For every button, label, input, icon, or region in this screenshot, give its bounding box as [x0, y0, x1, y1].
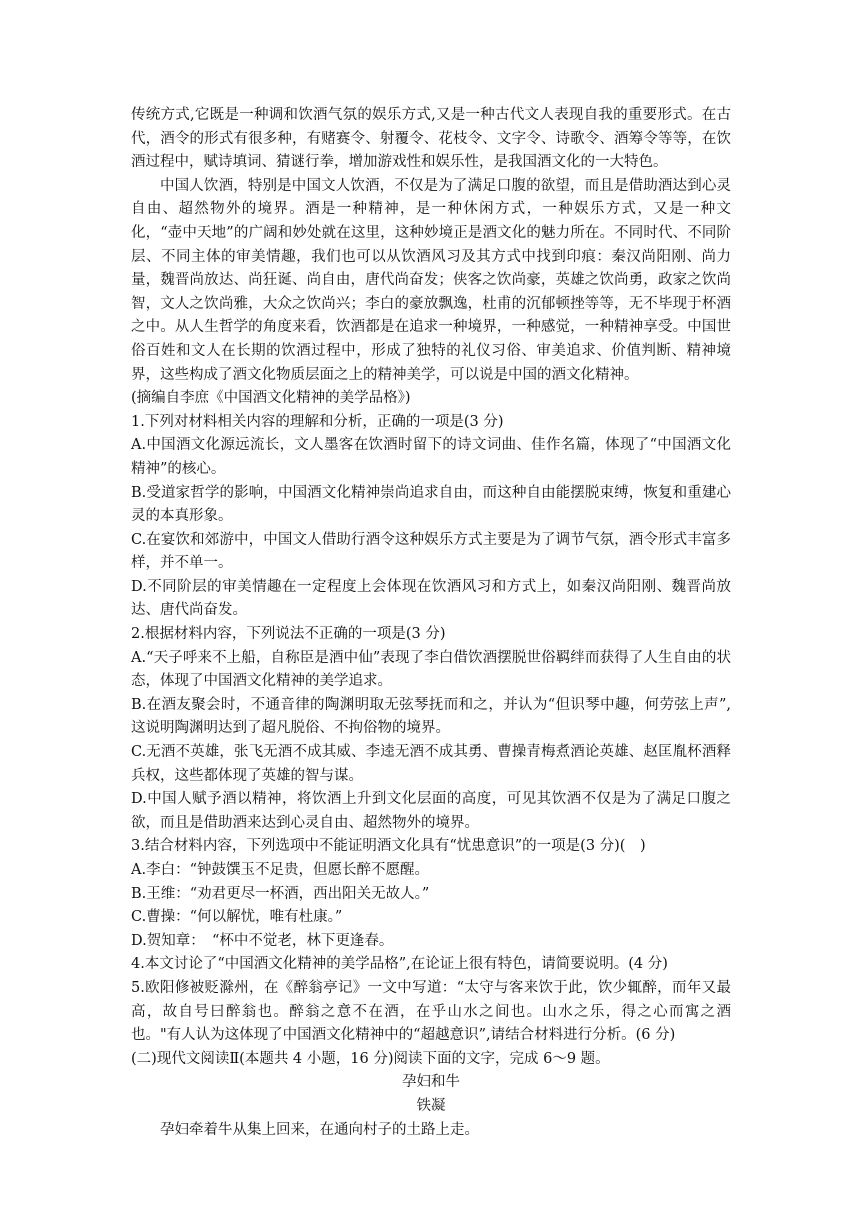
question-1: 1.下列对材料相关内容的理解和分析，正确的一项是(3 分)	[131, 413, 504, 430]
question-1-option-c: C.在宴饮和郊游中，中国文人借助行酒令这种娱乐方式主要是为了调节气氛，酒令形式丰富多样，并不单一。	[131, 531, 731, 572]
question-1-option-b: B.受道家哲学的影响，中国酒文化精神崇尚追求自由，而这种自由能摆脱束缚，恢复和重建心灵的本真形象。	[131, 484, 731, 525]
question-3-option-d: D.贺知章： “杯中不觉老，林下更逢春。	[131, 932, 394, 949]
question-3-option-c: C.曹操：“何以解忧，唯有杜康。”	[131, 909, 343, 926]
document-page	[131, 104, 731, 1142]
question-2: 2.根据材料内容，下列说法不正确的一项是(3 分)	[131, 626, 446, 643]
question-2-option-a: A.“天子呼来不上船，自称臣是酒中仙”表现了李白借饮酒摆脱世俗羁绊而获得了人生自由的状态，体现了中国酒文化精神的美学追求。	[131, 649, 731, 690]
story-author: 铁凝	[416, 1097, 446, 1114]
question-2-option-d: D.中国人赋予酒以精神，将饮酒上升到文化层面的高度，可见其饮酒不仅是为了满足口腹之欲，而且是借助酒来达到心灵自由、超然物外的境界。	[131, 791, 731, 831]
article-paragraph-2: 中国人饮酒，特别是中国文人饮酒，不仅是为了满足口腹的欲望，而且是借助酒达到心灵自由、超然物外的境界。酒是一种精神，是一种休闲方式，一种娱乐方式，又是一种文化，“壶中天地”的广阔和妙处就在这里，这种妙境正是酒文化的魅力所在。不同时代、不同阶层、不同主体的审美情趣，我们也可以从饮酒风习及其方式中找到印痕：秦汉尚阳刚、尚力量，魏晋尚放达、尚狂诞、尚自由，唐代尚奋发；侠客之饮尚豪，英雄之饮尚勇，政家之饮尚智，文人之饮尚雅，大众之饮尚兴；李白的豪放飘逸，杜甫的沉郁顿挫等等，无不毕现于杯酒之中。从人生哲学的角度来看，饮酒都是在追求一种境界，一种感觉，一种精神享受。中国世俗百姓和文人在长期的饮酒过程中，形成了独特的礼仪习俗、审美追求、价值判断、精神境界，这些构成了酒文化物质层面之上的精神美学，可以说是中国的酒文化精神。	[131, 177, 731, 383]
article-paragraph-1: 传统方式,它既是一种调和饮酒气氛的娱乐方式,又是一种古代文人表现自我的重要形式。在古代，酒令的形式有很多种，有赌赛令、射覆令、花枝令、文字令、诗歌令、酒筹令等等，在饮酒过程中，赋诗填词、猜谜行拳，增加游戏性和娱乐性，是我国酒文化的一大特色。	[131, 107, 731, 171]
section-2-heading: (二)现代文阅读Ⅱ(本题共 4 小题，16 分)阅读下面的文字，完成 6～9 题。	[131, 1050, 610, 1067]
story-first-line: 孕妇牵着牛从集上回来，在通向村子的土路上走。	[160, 1121, 479, 1138]
question-1-option-a: A.中国酒文化源远流长，文人墨客在饮酒时留下的诗文词曲、佳作名篇，体现了“中国酒文化精神”的核心。	[131, 437, 731, 477]
question-3-option-a: A.李白：“钟鼓馔玉不足贵，但愿长醉不愿醒。	[131, 862, 429, 878]
question-2-option-c: C.无酒不英雄，张飞无酒不成其威、李逵无酒不成其勇、曹操青梅煮酒论英雄、赵匡胤杯酒释兵权，这些都体现了英雄的智与谋。	[131, 744, 731, 784]
question-5: 5.欧阳修被贬滁州，在《醉翁亭记》一文中写道：“太守与客来饮于此，饮少辄醉，而年又最高，故自号曰醉翁也。醉翁之意不在酒，在乎山水之间也。山水之乐，得之心而寓之酒也。"有人认为这体现了中国酒文化精神中的“超越意识”,请结合材料进行分析。(6 分)	[131, 979, 731, 1044]
question-4: 4.本文讨论了“中国酒文化精神的美学品格”,在论证上很有特色，请简要说明。(4 分)	[131, 956, 668, 973]
question-2-option-b: B.在酒友聚会时，不通音律的陶渊明取无弦琴抚而和之，并认为“但识琴中趣，何劳弦上声”,这说明陶渊明达到了超凡脱俗、不拘俗物的境界。	[131, 696, 731, 737]
question-1-option-d: D.不同阶层的审美情趣在一定程度上会体现在饮酒风习和方式上，如秦汉尚阳刚、魏晋尚放达、唐代尚奋发。	[131, 578, 731, 619]
story-title: 孕妇和牛	[402, 1074, 460, 1091]
question-3: 3.结合材料内容，下列选项中不能证明酒文化具有“忧患意识”的一项是(3 分)( )	[131, 838, 646, 855]
article-source: (摘编自李庶《中国酒文化精神的美学品格》)	[131, 390, 411, 407]
question-3-option-b: B.王维：“劝君更尽一杯酒，西出阳关无故人。”	[131, 885, 430, 902]
